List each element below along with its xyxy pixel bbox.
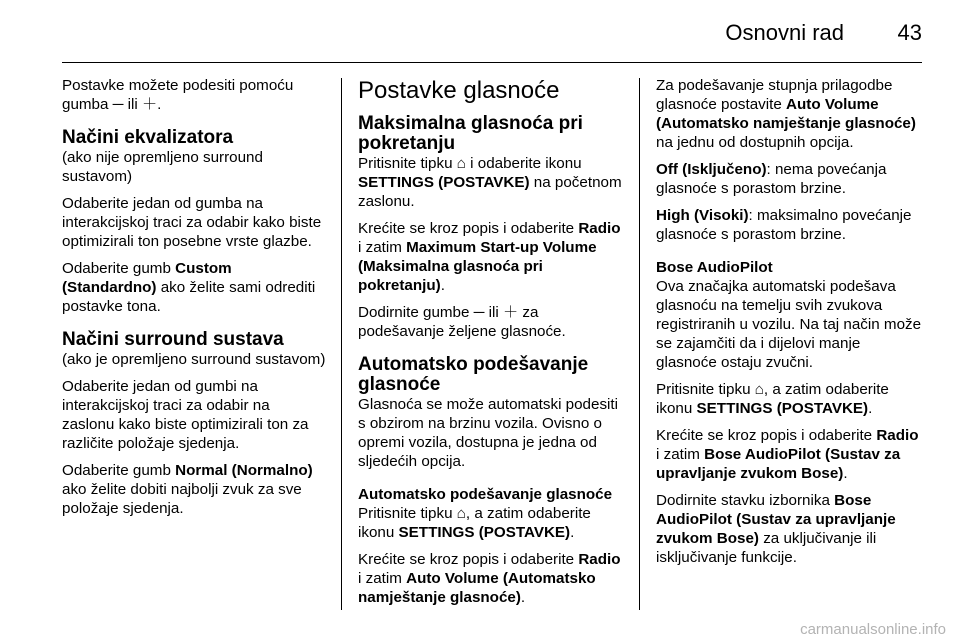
text-run: . [520,589,526,606]
equalizer-note: (ako nije opremljeno surround sustavom) [62,149,263,185]
surround-paragraph-1: Odaberite jedan od gumbi na interakcijskoj traci za odabir na zaslonu kako biste optimizirali ton za različite položaje sjedenja. [62,378,309,452]
bose-heading: Bose AudioPilot [656,259,773,276]
high-option-paragraph [656,206,924,244]
auto-volume-paragraph-1: Glasnoća se može automatski podesiti s obzirom na brzinu vozila. Ovisno o opremi vozila, dostupna je jedna od sljedećih opcija. [358,396,619,470]
text-run: za uključivanje ili isključivanje funkcije. [656,530,877,566]
settings-label: SETTINGS (POSTAVKE) [358,174,530,191]
column-divider-2 [639,78,640,610]
equalizer-paragraph-1: Odaberite jedan od gumba na interakcijskoj traci za odabir kako biste optimizirali ton posebne vrste glazbe. [62,195,322,250]
auto-volume-label: Auto Volume (Automatsko namještanje glasnoće) [358,570,596,606]
max-volume-paragraph-3: Dodirnite gumbe ─ ili ＋ za podešavanje željene glasnoće. [358,304,566,340]
high-label: High (Visoki) [656,207,749,224]
column-2 [358,78,628,615]
text-run: i zatim [656,446,705,463]
text-run: : nema povećanja glasnoće s porastom brzine. [656,161,887,197]
watermark: carmanualsonline.info [800,621,946,638]
text-run: ako želite dobiti najbolji zvuk za sve položaje sjedenja. [62,481,302,517]
column-3 [656,76,924,575]
text-run: ako želite sami odrediti postavke tona. [62,279,316,315]
text-run: Krećite se kroz popis i odaberite [358,551,579,568]
max-startup-volume-label: Maximum Start-up Volume (Maksimalna glasnoća pri pokretanju) [358,239,597,294]
column-1 [62,76,326,526]
column-divider-1 [341,78,342,610]
bose-paragraph-2 [656,380,924,418]
max-volume-paragraph-2 [358,219,628,295]
text-run: . [843,465,848,482]
section-title: Postavke glasnoće [358,77,560,104]
settings-label: SETTINGS (POSTAVKE) [398,524,571,541]
auto-volume-paragraph-2 [358,504,628,542]
equalizer-paragraph-2 [62,259,326,316]
surround-heading: Načini surround sustava [62,329,284,350]
bose-audiopilot-label: Bose AudioPilot (Sustav za upravljanje zvukom Bose) [656,446,901,482]
equalizer-heading: Načini ekvalizatora [62,127,234,148]
text-run: Pritisnite tipku ⌂, a zatim odaberite ikonu [358,505,591,541]
text-run: Krećite se kroz popis i odaberite [656,427,877,444]
intro-text: Postavke možete podesiti pomoću gumba ─ ili ＋. [62,77,294,113]
max-volume-heading: Maksimalna glasnoća pri pokretanju [358,113,583,154]
auto-volume-heading: Automatsko podešavanje glasnoće [358,354,589,395]
text-run: . [440,277,445,294]
text-run: . [570,524,575,541]
header-title: Osnovni rad [725,20,844,45]
surround-note: (ako je opremljeno surround sustavom) [62,351,326,368]
bose-paragraph-4 [656,491,924,567]
page-number: 43 [897,20,922,45]
normal-option: Normal (Normalno) [175,462,313,479]
page-header [0,0,960,64]
auto-volume-paragraph-3 [358,550,628,607]
text-run: na početnom zaslonu. [358,174,622,210]
text-run: i zatim [358,570,407,587]
text-run: . [868,400,873,417]
surround-paragraph-2 [62,461,326,518]
text-run: Odaberite gumb [62,462,176,479]
auto-volume-subheading: Automatsko podešavanje glasnoće [358,486,613,503]
header-divider [62,62,922,63]
settings-label: SETTINGS (POSTAVKE) [696,400,869,417]
text-run: : maksimalno povećanje glasnoće s porastom brzine. [656,207,912,243]
text-run: Krećite se kroz popis i odaberite [358,220,579,237]
bose-paragraph-3 [656,426,924,483]
custom-option: Custom (Standardno) [62,260,232,296]
auto-volume-label: Auto Volume (Automatsko namještanje glasnoće) [656,96,916,132]
text-run: Odaberite gumb [62,260,176,277]
text-run: i zatim [358,239,407,256]
auto-volume-setting-paragraph [656,76,924,152]
radio-label: Radio [876,427,919,444]
text-run: na jednu od dostupnih opcija. [656,134,854,151]
bose-audiopilot-label: Bose AudioPilot (Sustav za upravljanje zvukom Bose) [656,492,896,547]
max-volume-paragraph-1 [358,154,628,211]
off-label: Off (Isključeno) [656,161,767,178]
radio-label: Radio [578,220,621,237]
radio-label: Radio [578,551,621,568]
bose-paragraph-1: Ova značajka automatski podešava glasnoću na temelju svih zvukova registriranih u vozilu. Na taj način može se zajamčiti da i dijelovi manje glasnoće ostaju zvučni. [656,278,922,371]
text-run: Pritisnite tipku ⌂, a zatim odaberite ikonu [656,381,889,417]
text-run: Dodirnite stavku izbornika [656,492,835,509]
text-run: Za podešavanje stupnja prilagodbe glasnoće postavite [656,77,893,113]
text-run: Pritisnite tipku ⌂ i odaberite ikonu [358,155,582,172]
off-option-paragraph [656,160,924,198]
